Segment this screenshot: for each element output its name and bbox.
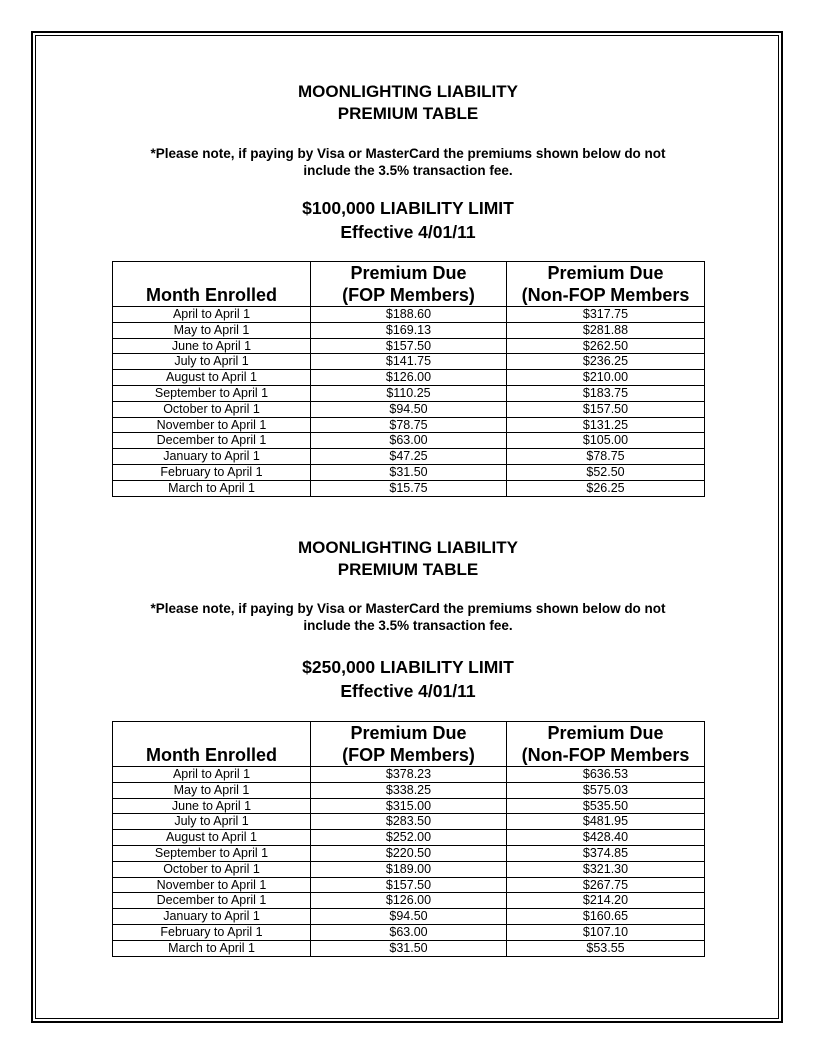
table-row	[113, 861, 705, 877]
cell-premium-fop: $338.25	[311, 782, 507, 798]
cell-month-enrolled: July to April 1	[113, 814, 311, 830]
section-title-line2: PREMIUM TABLE	[337, 560, 479, 579]
liability-limit: $100,000 LIABILITY LIMIT	[302, 198, 514, 218]
cell-month-enrolled: October to April 1	[113, 401, 311, 417]
cell-premium-fop: $78.75	[311, 417, 507, 433]
cell-month-enrolled: April to April 1	[113, 767, 311, 783]
cell-premium-fop: $169.13	[311, 322, 507, 338]
table-row	[113, 782, 705, 798]
cell-month-enrolled: March to April 1	[113, 480, 311, 496]
cell-premium-nonfop: $236.25	[507, 354, 705, 370]
cell-premium-nonfop: $210.00	[507, 370, 705, 386]
header-fop-line2: (FOP Members)	[342, 285, 475, 305]
table-row	[113, 480, 705, 496]
table-row	[113, 845, 705, 861]
table-row	[113, 464, 705, 480]
table-row	[113, 893, 705, 909]
table-row	[113, 814, 705, 830]
liability-limit-heading	[0, 196, 816, 244]
cell-month-enrolled: May to April 1	[113, 322, 311, 338]
cell-premium-nonfop: $317.75	[507, 307, 705, 323]
cell-month-enrolled: February to April 1	[113, 924, 311, 940]
table-header-row	[113, 262, 705, 307]
cell-premium-fop: $220.50	[311, 845, 507, 861]
cell-premium-fop: $315.00	[311, 798, 507, 814]
cell-premium-fop: $63.00	[311, 433, 507, 449]
cell-premium-fop: $110.25	[311, 385, 507, 401]
table-row	[113, 767, 705, 783]
header-nonfop-line1: Premium Due	[547, 723, 664, 743]
payment-note	[0, 145, 816, 179]
cell-premium-nonfop: $267.75	[507, 877, 705, 893]
cell-month-enrolled: March to April 1	[113, 940, 311, 956]
cell-month-enrolled: January to April 1	[113, 909, 311, 925]
header-premium-fop	[311, 262, 507, 307]
cell-premium-nonfop: $214.20	[507, 893, 705, 909]
cell-premium-fop: $31.50	[311, 464, 507, 480]
cell-month-enrolled: November to April 1	[113, 417, 311, 433]
cell-month-enrolled: September to April 1	[113, 385, 311, 401]
cell-premium-fop: $94.50	[311, 401, 507, 417]
header-month-enrolled: Month Enrolled	[113, 262, 311, 307]
cell-month-enrolled: December to April 1	[113, 893, 311, 909]
cell-month-enrolled: July to April 1	[113, 354, 311, 370]
liability-limit-heading	[0, 655, 816, 703]
cell-premium-fop: $31.50	[311, 940, 507, 956]
effective-date: Effective 4/01/11	[340, 222, 476, 242]
cell-premium-fop: $189.00	[311, 861, 507, 877]
cell-premium-nonfop: $53.55	[507, 940, 705, 956]
cell-premium-nonfop: $160.65	[507, 909, 705, 925]
cell-premium-fop: $47.25	[311, 449, 507, 465]
cell-month-enrolled: June to April 1	[113, 798, 311, 814]
cell-month-enrolled: January to April 1	[113, 449, 311, 465]
premium-table-250k	[112, 721, 705, 957]
cell-premium-nonfop: $535.50	[507, 798, 705, 814]
cell-premium-fop: $378.23	[311, 767, 507, 783]
header-premium-nonfop	[507, 262, 705, 307]
section-100k-title	[0, 81, 816, 125]
cell-premium-fop: $126.00	[311, 370, 507, 386]
cell-premium-nonfop: $131.25	[507, 417, 705, 433]
cell-premium-nonfop: $575.03	[507, 782, 705, 798]
section-250k-title	[0, 537, 816, 581]
table-row	[113, 449, 705, 465]
payment-note-line1: *Please note, if paying by Visa or MasterCard the premiums shown below do not	[150, 601, 666, 616]
header-nonfop-line1: Premium Due	[547, 263, 664, 283]
cell-premium-nonfop: $481.95	[507, 814, 705, 830]
table-row	[113, 909, 705, 925]
payment-note-line2: include the 3.5% transaction fee.	[303, 163, 513, 178]
cell-month-enrolled: May to April 1	[113, 782, 311, 798]
table-row	[113, 433, 705, 449]
cell-premium-nonfop: $78.75	[507, 449, 705, 465]
cell-premium-fop: $126.00	[311, 893, 507, 909]
premium-table-100k	[112, 261, 705, 497]
cell-premium-fop: $157.50	[311, 877, 507, 893]
payment-note-line1: *Please note, if paying by Visa or MasterCard the premiums shown below do not	[150, 146, 666, 161]
header-fop-line1: Premium Due	[350, 723, 467, 743]
cell-premium-nonfop: $157.50	[507, 401, 705, 417]
cell-premium-fop: $94.50	[311, 909, 507, 925]
cell-premium-nonfop: $105.00	[507, 433, 705, 449]
cell-premium-fop: $252.00	[311, 830, 507, 846]
cell-premium-nonfop: $183.75	[507, 385, 705, 401]
cell-premium-nonfop: $321.30	[507, 861, 705, 877]
cell-premium-nonfop: $262.50	[507, 338, 705, 354]
table-row	[113, 322, 705, 338]
table-row	[113, 798, 705, 814]
cell-premium-nonfop: $281.88	[507, 322, 705, 338]
cell-premium-fop: $141.75	[311, 354, 507, 370]
header-nonfop-line2: (Non-FOP Members	[521, 745, 690, 765]
header-month-enrolled: Month Enrolled	[113, 722, 311, 767]
section-title-line1: MOONLIGHTING LIABILITY	[297, 82, 519, 101]
cell-premium-nonfop: $428.40	[507, 830, 705, 846]
table-row	[113, 940, 705, 956]
cell-premium-nonfop: $52.50	[507, 464, 705, 480]
table-row	[113, 924, 705, 940]
header-fop-line1: Premium Due	[350, 263, 467, 283]
cell-premium-nonfop: $636.53	[507, 767, 705, 783]
table-row	[113, 385, 705, 401]
section-title-line1: MOONLIGHTING LIABILITY	[297, 538, 519, 557]
table-row	[113, 417, 705, 433]
cell-month-enrolled: August to April 1	[113, 370, 311, 386]
table-row	[113, 401, 705, 417]
cell-month-enrolled: June to April 1	[113, 338, 311, 354]
header-fop-line2: (FOP Members)	[342, 745, 475, 765]
cell-month-enrolled: November to April 1	[113, 877, 311, 893]
payment-note-line2: include the 3.5% transaction fee.	[303, 618, 513, 633]
table-row	[113, 370, 705, 386]
cell-month-enrolled: February to April 1	[113, 464, 311, 480]
table-header-row	[113, 722, 705, 767]
table-row	[113, 877, 705, 893]
table-row	[113, 338, 705, 354]
cell-month-enrolled: August to April 1	[113, 830, 311, 846]
cell-premium-nonfop: $26.25	[507, 480, 705, 496]
header-nonfop-line2: (Non-FOP Members	[521, 285, 690, 305]
cell-premium-fop: $283.50	[311, 814, 507, 830]
cell-month-enrolled: October to April 1	[113, 861, 311, 877]
section-title-line2: PREMIUM TABLE	[337, 104, 479, 123]
cell-month-enrolled: December to April 1	[113, 433, 311, 449]
cell-premium-fop: $188.60	[311, 307, 507, 323]
cell-premium-fop: $15.75	[311, 480, 507, 496]
table-row	[113, 830, 705, 846]
liability-limit: $250,000 LIABILITY LIMIT	[302, 657, 514, 677]
header-premium-fop	[311, 722, 507, 767]
effective-date: Effective 4/01/11	[340, 681, 476, 701]
header-premium-nonfop	[507, 722, 705, 767]
payment-note	[0, 600, 816, 634]
cell-month-enrolled: September to April 1	[113, 845, 311, 861]
table-row	[113, 354, 705, 370]
cell-premium-fop: $63.00	[311, 924, 507, 940]
cell-premium-nonfop: $374.85	[507, 845, 705, 861]
table-row	[113, 307, 705, 323]
cell-month-enrolled: April to April 1	[113, 307, 311, 323]
cell-premium-fop: $157.50	[311, 338, 507, 354]
cell-premium-nonfop: $107.10	[507, 924, 705, 940]
